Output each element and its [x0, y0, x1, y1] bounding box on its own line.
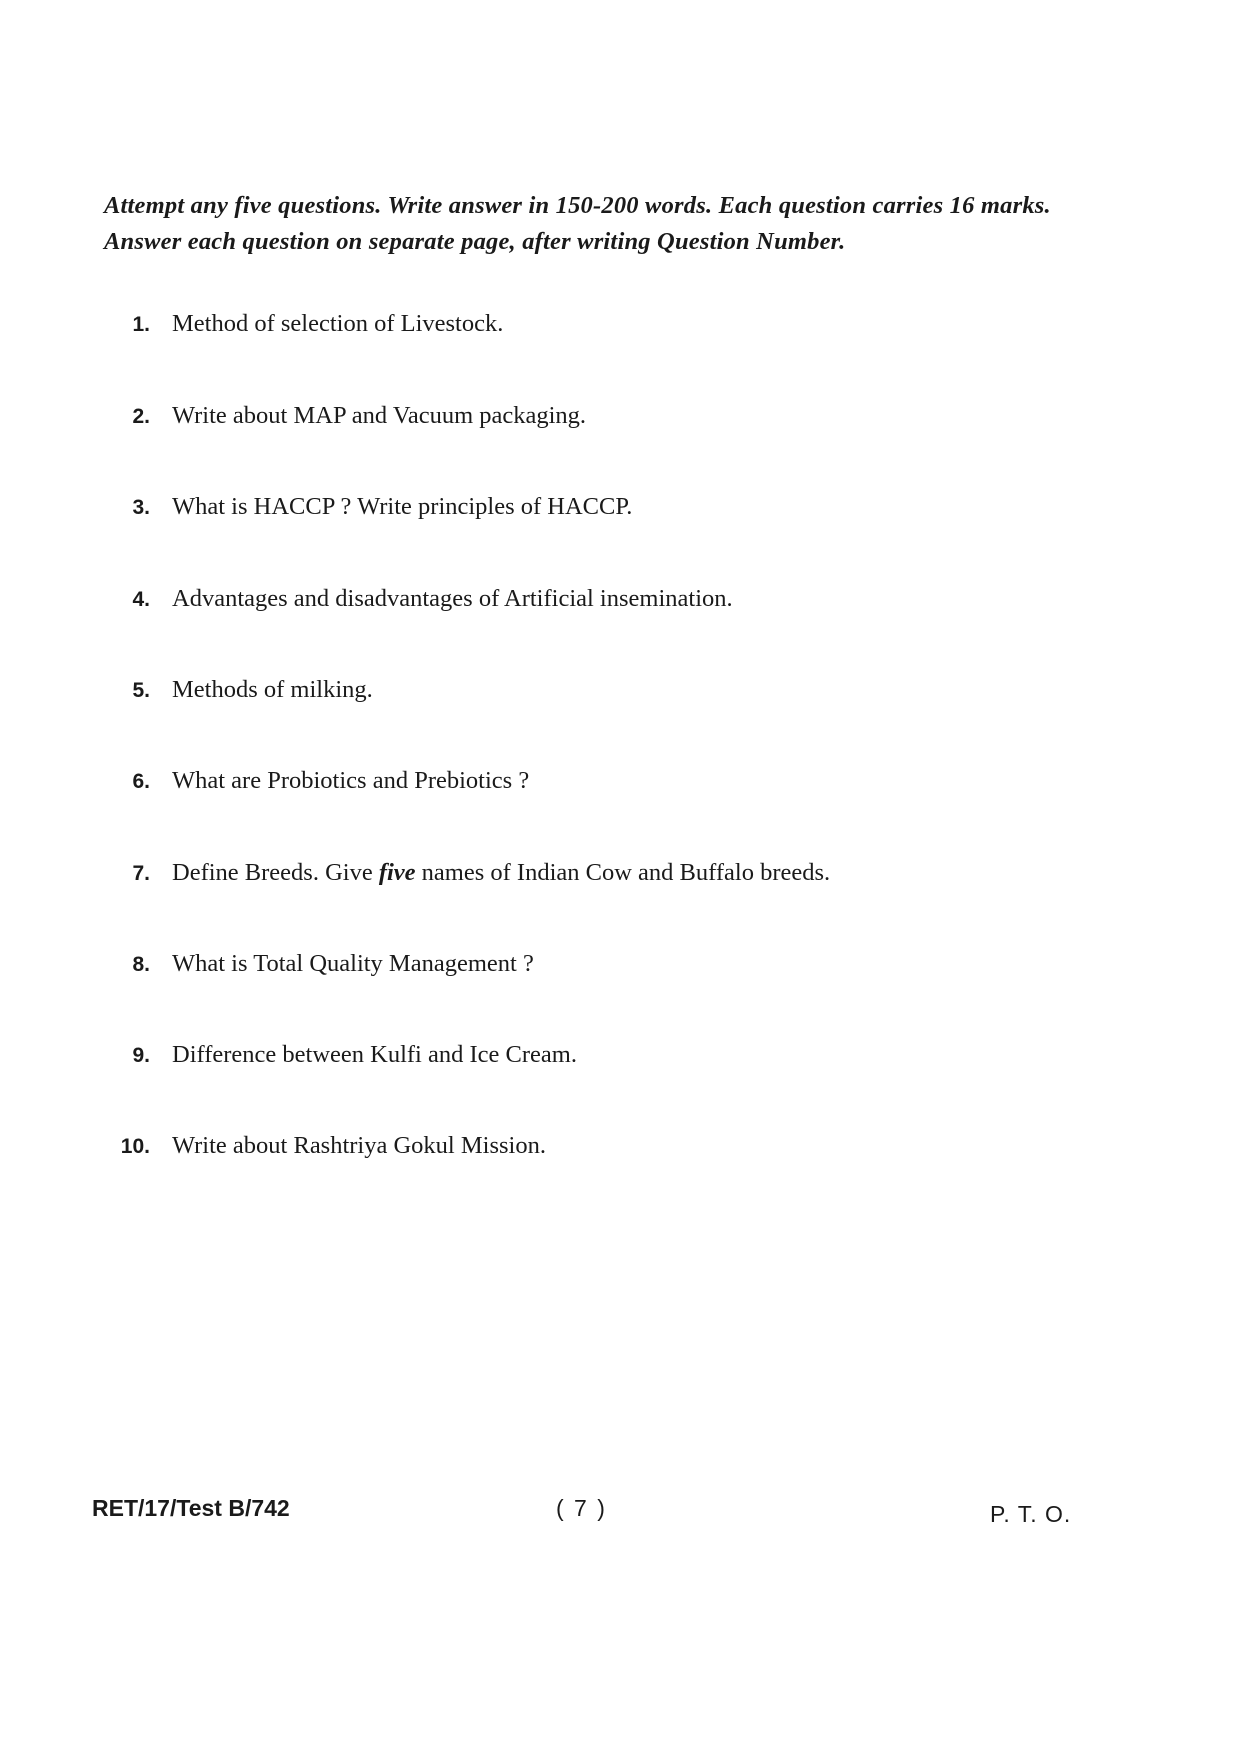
question-text: Method of selection of Livestock.	[172, 310, 504, 337]
question-number: 5.	[132, 679, 150, 702]
question-number: 1.	[132, 313, 150, 336]
question-item	[110, 950, 1110, 990]
question-number: 8.	[132, 953, 150, 976]
question-item	[110, 1041, 1110, 1081]
question-item	[110, 310, 1110, 350]
question-number: 4.	[132, 588, 150, 611]
question-number: 6.	[132, 770, 150, 793]
question-item	[110, 767, 1110, 807]
question-item	[110, 859, 1110, 899]
question-text: What are Probiotics and Prebiotics ?	[172, 767, 530, 794]
question-number: 10.	[120, 1135, 150, 1158]
exam-instructions: Attempt any five questions. Write answer in 150-200 words. Each question carries 16 marks. Answer each question on separate page, after writing Question Number.	[104, 192, 1051, 255]
question-text-after: names of Indian Cow and Buffalo breeds.	[415, 859, 831, 886]
question-item	[110, 585, 1110, 625]
question-item	[110, 493, 1110, 533]
question-text: What is Total Quality Management ?	[172, 950, 534, 977]
question-text: Write about MAP and Vacuum packaging.	[172, 402, 587, 429]
page-number: ( 7 )	[556, 1495, 607, 1521]
question-text: Difference between Kulfi and Ice Cream.	[172, 1041, 577, 1068]
question-item	[110, 1132, 1110, 1172]
question-text-before: Define Breeds. Give	[172, 859, 379, 886]
question-text-emphasis: five	[378, 859, 416, 886]
question-item	[110, 676, 1110, 716]
question-text: Advantages and disadvantages of Artificial insemination.	[172, 585, 733, 612]
paper-code: RET/17/Test B/742	[92, 1495, 290, 1521]
question-number: 3.	[132, 496, 150, 519]
question-text: Write about Rashtriya Gokul Mission.	[172, 1132, 546, 1159]
please-turn-over: P. T. O.	[990, 1501, 1072, 1527]
question-text: Methods of milking.	[172, 676, 373, 703]
page-footer	[0, 1495, 1240, 1535]
question-number: 9.	[132, 1044, 150, 1067]
question-text	[172, 859, 830, 887]
question-text: What is HACCP ? Write principles of HACCP.	[172, 493, 633, 520]
question-item	[110, 402, 1110, 442]
question-number: 2.	[132, 405, 150, 428]
question-number: 7.	[132, 862, 150, 885]
